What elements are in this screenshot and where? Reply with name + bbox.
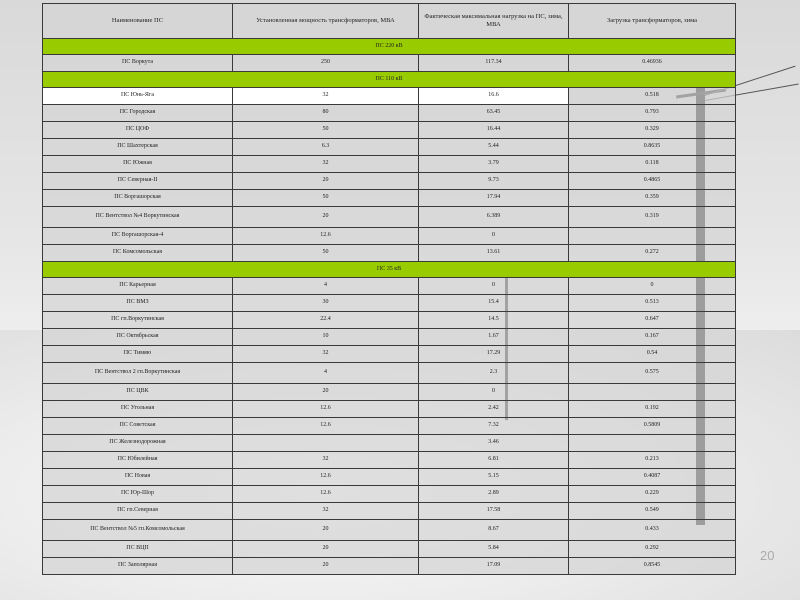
installed-capacity: 32: [233, 88, 419, 105]
substation-name: ПС Вентствол №5 гп.Комсомольская: [43, 520, 233, 541]
max-load: 13.61: [419, 245, 569, 262]
installed-capacity: 50: [233, 245, 419, 262]
installed-capacity: 12.6: [233, 418, 419, 435]
transformer-load: 0.8635: [569, 139, 736, 156]
transformer-load: 0.167: [569, 329, 736, 346]
transformer-load: 0.118: [569, 156, 736, 173]
substation-name: ПС Вентствол №4 Воркутинская: [43, 207, 233, 228]
transformer-load: 0: [569, 278, 736, 295]
max-load: 14.5: [419, 312, 569, 329]
max-load: 2.89: [419, 486, 569, 503]
installed-capacity: 32: [233, 452, 419, 469]
table-row: [43, 295, 736, 312]
transformer-load: 0.213: [569, 452, 736, 469]
table-row: [43, 207, 736, 228]
installed-capacity: 20: [233, 520, 419, 541]
substation-name: ПС Шахтерская: [43, 139, 233, 156]
substation-name: ПС ВМЗ: [43, 295, 233, 312]
group-title: ПС 220 кВ: [43, 39, 736, 55]
table-row: [43, 346, 736, 363]
transformer-load: 0.4087: [569, 469, 736, 486]
table-row: [43, 55, 736, 72]
table-row: [43, 88, 736, 105]
transformer-load: [569, 435, 736, 452]
substation-name: ПС гп.Воркутинская: [43, 312, 233, 329]
installed-capacity: 22.4: [233, 312, 419, 329]
transformer-load: 0.359: [569, 190, 736, 207]
substation-name: ПС Южная: [43, 156, 233, 173]
transformer-load: 0.647: [569, 312, 736, 329]
table-row: [43, 503, 736, 520]
table-row: [43, 558, 736, 575]
max-load: 3.79: [419, 156, 569, 173]
column-header: Фактическая максимальная нагрузка на ПС, зима, МВА: [419, 4, 569, 39]
table-row: [43, 312, 736, 329]
substation-name: ПС Воргашорская-4: [43, 228, 233, 245]
max-load: 9.73: [419, 173, 569, 190]
substation-name: ПС Новая: [43, 469, 233, 486]
max-load: 5.84: [419, 541, 569, 558]
substation-name: ПС Заполярная: [43, 558, 233, 575]
max-load: 5.15: [419, 469, 569, 486]
installed-capacity: 12.6: [233, 469, 419, 486]
max-load: 17.09: [419, 558, 569, 575]
substation-name: ПС Карьерная: [43, 278, 233, 295]
group-title: ПС 110 кВ: [43, 72, 736, 88]
installed-capacity: 20: [233, 207, 419, 228]
table-row: [43, 278, 736, 295]
max-load: 2.3: [419, 363, 569, 384]
installed-capacity: 4: [233, 363, 419, 384]
max-load: 2.42: [419, 401, 569, 418]
transformer-load: 0.5809: [569, 418, 736, 435]
table-row: [43, 190, 736, 207]
max-load: 15.4: [419, 295, 569, 312]
transformer-load: 0.793: [569, 105, 736, 122]
installed-capacity: 32: [233, 503, 419, 520]
installed-capacity: 50: [233, 190, 419, 207]
installed-capacity: 4: [233, 278, 419, 295]
table-row: [43, 139, 736, 156]
table-row: [43, 122, 736, 139]
column-header: Наименование ПС: [43, 4, 233, 39]
table-row: [43, 329, 736, 346]
table-row: [43, 401, 736, 418]
transformer-load: 0.192: [569, 401, 736, 418]
table-row: [43, 245, 736, 262]
installed-capacity: 80: [233, 105, 419, 122]
installed-capacity: 20: [233, 173, 419, 190]
installed-capacity: 12.6: [233, 486, 419, 503]
column-header: Установленная мощность трансформаторов, МВА: [233, 4, 419, 39]
transformer-load: 0.8545: [569, 558, 736, 575]
installed-capacity: 20: [233, 541, 419, 558]
max-load: 7.32: [419, 418, 569, 435]
substation-name: ПС Городская: [43, 105, 233, 122]
installed-capacity: [233, 435, 419, 452]
max-load: 0: [419, 228, 569, 245]
substation-name: ПС Вентствол 2 гп.Воркутинская: [43, 363, 233, 384]
transformer-load: 0.513: [569, 295, 736, 312]
installed-capacity: 12.6: [233, 401, 419, 418]
group-header-row: [43, 262, 736, 278]
installed-capacity: 30: [233, 295, 419, 312]
installed-capacity: 6.3: [233, 139, 419, 156]
substation-name: ПС Советская: [43, 418, 233, 435]
substation-name: ПС ЦВК: [43, 384, 233, 401]
max-load: 17.94: [419, 190, 569, 207]
max-load: 63.45: [419, 105, 569, 122]
page-number: 20: [760, 548, 775, 563]
substation-name: ПС Юр-Шор: [43, 486, 233, 503]
group-title: ПС 35 кВ: [43, 262, 736, 278]
substation-load-table: [42, 3, 736, 575]
substation-name: ПС Северная-II: [43, 173, 233, 190]
transformer-load: 0.46936: [569, 55, 736, 72]
substation-name: ПС Угольная: [43, 401, 233, 418]
table-row: [43, 520, 736, 541]
transformer-load: 0.292: [569, 541, 736, 558]
max-load: 8.67: [419, 520, 569, 541]
substation-name: ПС Железнодорожная: [43, 435, 233, 452]
substation-name: ПС Тимяю: [43, 346, 233, 363]
installed-capacity: 32: [233, 346, 419, 363]
table-row: [43, 156, 736, 173]
transformer-load: 0.272: [569, 245, 736, 262]
transformer-load: 0.54: [569, 346, 736, 363]
transformer-load: 0.518: [569, 88, 736, 105]
substation-name: ПС ЦОФ: [43, 122, 233, 139]
substation-name: ПС Комсомольская: [43, 245, 233, 262]
max-load: 0: [419, 384, 569, 401]
substation-name: ПС Юбилейная: [43, 452, 233, 469]
max-load: 1.67: [419, 329, 569, 346]
max-load: 5.44: [419, 139, 569, 156]
installed-capacity: 50: [233, 122, 419, 139]
max-load: 17.29: [419, 346, 569, 363]
table-row: [43, 469, 736, 486]
max-load: 6.81: [419, 452, 569, 469]
table-row: [43, 435, 736, 452]
installed-capacity: 10: [233, 329, 419, 346]
table-row: [43, 173, 736, 190]
installed-capacity: 20: [233, 558, 419, 575]
group-header-row: [43, 39, 736, 55]
substation-name: ПС Юнь-Яга: [43, 88, 233, 105]
table-row: [43, 105, 736, 122]
max-load: 117.34: [419, 55, 569, 72]
table-row: [43, 418, 736, 435]
table-row: [43, 486, 736, 503]
substation-name: ПС ВЦП: [43, 541, 233, 558]
max-load: 0: [419, 278, 569, 295]
transformer-load: 0.329: [569, 122, 736, 139]
table-row: [43, 384, 736, 401]
transformer-load: 0.549: [569, 503, 736, 520]
installed-capacity: 250: [233, 55, 419, 72]
transformer-load: [569, 384, 736, 401]
max-load: 16.6: [419, 88, 569, 105]
substation-name: ПС Воргашорская: [43, 190, 233, 207]
transformer-load: 0.433: [569, 520, 736, 541]
max-load: 3.46: [419, 435, 569, 452]
installed-capacity: 32: [233, 156, 419, 173]
column-header: Загрузка трансформаторов, зима: [569, 4, 736, 39]
transformer-load: 0.4865: [569, 173, 736, 190]
installed-capacity: 20: [233, 384, 419, 401]
table-row: [43, 452, 736, 469]
header-row: [43, 4, 736, 39]
max-load: 16.44: [419, 122, 569, 139]
substation-name: ПС Воркута: [43, 55, 233, 72]
substation-name: ПС гп.Северная: [43, 503, 233, 520]
group-header-row: [43, 72, 736, 88]
installed-capacity: 12.6: [233, 228, 419, 245]
max-load: 17.58: [419, 503, 569, 520]
table-row: [43, 541, 736, 558]
table-row: [43, 228, 736, 245]
substation-name: ПС Октябрьская: [43, 329, 233, 346]
transformer-load: 0.575: [569, 363, 736, 384]
transformer-load: 0.229: [569, 486, 736, 503]
transformer-load: 0.319: [569, 207, 736, 228]
table-row: [43, 363, 736, 384]
max-load: 6.389: [419, 207, 569, 228]
transformer-load: [569, 228, 736, 245]
